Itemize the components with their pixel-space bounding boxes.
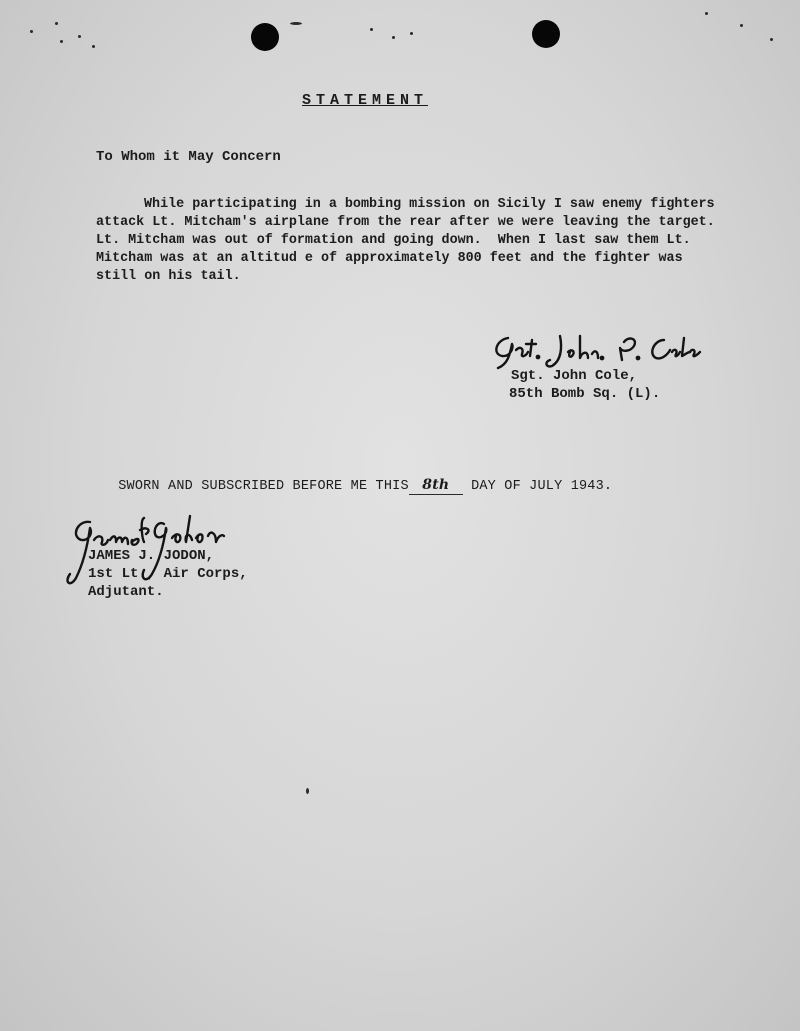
body-line: Lt. Mitcham was out of formation and going down. When I last saw them Lt. [96,233,691,248]
punch-hole-left [251,23,279,51]
body-line: attack Lt. Mitcham's airplane from the rear after we were leaving the target. [96,215,715,230]
body-line: Mitcham was at an altitud e of approximately 800 feet and the fighter was [96,251,683,266]
sworn-prefix: SWORN AND SUBSCRIBED BEFORE ME THIS [118,479,409,494]
salutation: To Whom it May Concern [96,149,281,165]
sworn-day: 8th [422,477,450,493]
officer-name: JAMES J. JODON, [88,548,215,564]
sworn-statement [85,462,612,510]
declarant-unit: 85th Bomb Sq. (L). [509,386,661,402]
declarant-name: Sgt. John Cole, [511,368,638,384]
body-line: While participating in a bombing mission on Sicily I saw enemy fighters [144,197,715,212]
sworn-day-field [409,477,463,495]
body-line: still on his tail. [96,269,241,284]
declarant-signature [488,330,708,372]
punch-hole-right [532,20,560,48]
statement-body [96,196,786,286]
document-title: STATEMENT [302,92,429,109]
officer-signature [60,512,235,594]
sworn-suffix: DAY OF JULY 1943. [471,479,613,494]
officer-rank: 1st Lt., Air Corps, [88,566,248,582]
officer-title: Adjutant. [88,584,164,600]
